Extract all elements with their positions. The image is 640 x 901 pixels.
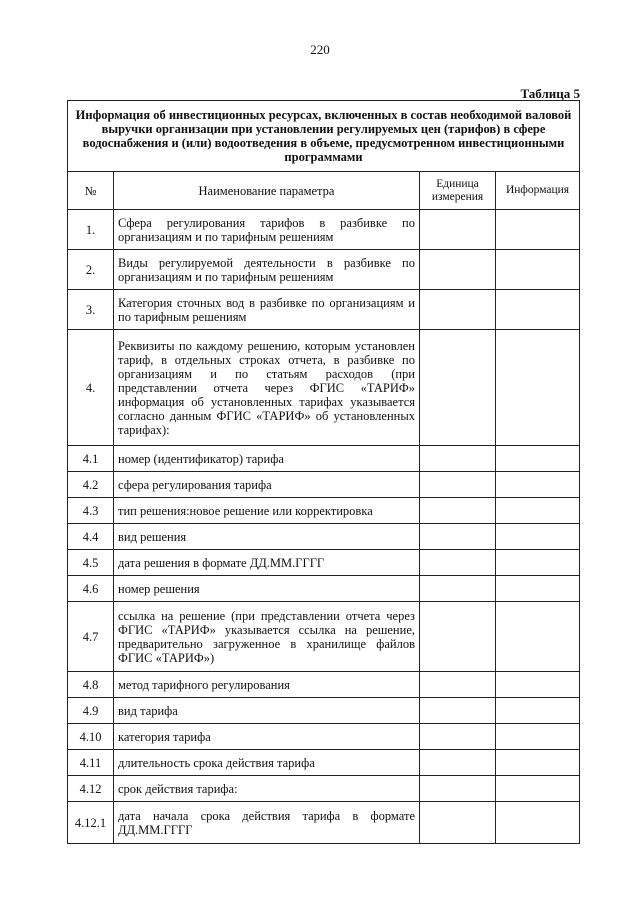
row-parameter: метод тарифного регулирования <box>114 672 420 698</box>
row-number: 4.2 <box>68 472 114 498</box>
row-info-cell <box>496 290 580 330</box>
row-number: 4. <box>68 330 114 446</box>
row-info-cell <box>496 750 580 776</box>
row-unit-cell <box>420 524 496 550</box>
table-row <box>68 524 580 550</box>
header-info: Информация <box>496 172 580 210</box>
row-number: 4.8 <box>68 672 114 698</box>
row-info-cell <box>496 802 580 844</box>
table-row <box>68 750 580 776</box>
table-row <box>68 210 580 250</box>
row-info-cell <box>496 698 580 724</box>
row-parameter: Реквизиты по каждому решению, которым установлен тариф, в отдельных строках отчета, в разбивке по организациям и по статьям расходов (при представлении отчета через ФГИС «ТАРИФ» информация об установленных тарифах указывается согласно данным ФГИС «ТАРИФ» об установленных тарифах): <box>114 330 420 446</box>
table-row <box>68 290 580 330</box>
row-unit-cell <box>420 750 496 776</box>
row-number: 4.11 <box>68 750 114 776</box>
table-row <box>68 698 580 724</box>
row-info-cell <box>496 250 580 290</box>
row-info-cell <box>496 602 580 672</box>
table-row <box>68 602 580 672</box>
row-parameter: вид решения <box>114 524 420 550</box>
row-number: 3. <box>68 290 114 330</box>
table-row <box>68 672 580 698</box>
row-unit-cell <box>420 776 496 802</box>
row-unit-cell <box>420 802 496 844</box>
row-parameter: ссылка на решение (при представлении отчета через ФГИС «ТАРИФ» указывается ссылка на решение, предварительно загруженное в хранилище файлов ФГИС «ТАРИФ») <box>114 602 420 672</box>
row-info-cell <box>496 672 580 698</box>
row-number: 4.5 <box>68 550 114 576</box>
table-row <box>68 446 580 472</box>
row-parameter: Виды регулируемой деятельности в разбивке по организациям и по тарифным решениям <box>114 250 420 290</box>
row-parameter: срок действия тарифа: <box>114 776 420 802</box>
row-unit-cell <box>420 498 496 524</box>
row-unit-cell <box>420 724 496 750</box>
table-label: Таблица 5 <box>520 86 580 101</box>
table-row <box>68 498 580 524</box>
row-number: 4.6 <box>68 576 114 602</box>
row-unit-cell <box>420 602 496 672</box>
table-row <box>68 550 580 576</box>
row-unit-cell <box>420 550 496 576</box>
row-unit-cell <box>420 472 496 498</box>
parameters-table <box>67 100 580 844</box>
row-parameter: Сфера регулирования тарифов в разбивке по организациям и по тарифным решениям <box>114 210 420 250</box>
header-num: № <box>68 172 114 210</box>
row-unit-cell <box>420 698 496 724</box>
table-row <box>68 472 580 498</box>
row-parameter: вид тарифа <box>114 698 420 724</box>
table-row <box>68 724 580 750</box>
row-number: 4.10 <box>68 724 114 750</box>
table-title: Информация об инвестиционных ресурсах, включенных в состав необходимой валовой выручки организации при установлении регулируемых цен (тарифов) в сфере водоснабжения и (или) водоотведения в объеме, предусмотренном инвестиционными программами <box>68 101 580 172</box>
row-parameter: длительность срока действия тарифа <box>114 750 420 776</box>
row-info-cell <box>496 498 580 524</box>
row-number: 4.3 <box>68 498 114 524</box>
row-info-cell <box>496 550 580 576</box>
row-unit-cell <box>420 250 496 290</box>
page-number: 220 <box>310 42 330 57</box>
row-number: 4.12 <box>68 776 114 802</box>
row-number: 2. <box>68 250 114 290</box>
row-unit-cell <box>420 446 496 472</box>
header-unit: Единица измерения <box>420 172 496 210</box>
row-number: 4.1 <box>68 446 114 472</box>
row-parameter: номер (идентификатор) тарифа <box>114 446 420 472</box>
row-info-cell <box>496 446 580 472</box>
row-info-cell <box>496 524 580 550</box>
row-info-cell <box>496 210 580 250</box>
row-info-cell <box>496 776 580 802</box>
row-unit-cell <box>420 576 496 602</box>
row-number: 4.4 <box>68 524 114 550</box>
row-parameter: дата начала срока действия тарифа в формате ДД.ММ.ГГГГ <box>114 802 420 844</box>
row-number: 4.7 <box>68 602 114 672</box>
row-unit-cell <box>420 330 496 446</box>
table-row <box>68 330 580 446</box>
table-row <box>68 776 580 802</box>
table-row <box>68 802 580 844</box>
row-unit-cell <box>420 290 496 330</box>
row-parameter: категория тарифа <box>114 724 420 750</box>
header-name: Наименование параметра <box>114 172 420 210</box>
row-parameter: номер решения <box>114 576 420 602</box>
row-parameter: тип решения:новое решение или корректировка <box>114 498 420 524</box>
row-info-cell <box>496 576 580 602</box>
row-parameter: дата решения в формате ДД.ММ.ГГГГ <box>114 550 420 576</box>
row-number: 4.12.1 <box>68 802 114 844</box>
row-info-cell <box>496 330 580 446</box>
table-row <box>68 250 580 290</box>
row-unit-cell <box>420 210 496 250</box>
table-row <box>68 576 580 602</box>
row-parameter: сфера регулирования тарифа <box>114 472 420 498</box>
row-number: 4.9 <box>68 698 114 724</box>
row-unit-cell <box>420 672 496 698</box>
row-parameter: Категория сточных вод в разбивке по организациям и по тарифным решениям <box>114 290 420 330</box>
row-info-cell <box>496 472 580 498</box>
row-info-cell <box>496 724 580 750</box>
row-number: 1. <box>68 210 114 250</box>
